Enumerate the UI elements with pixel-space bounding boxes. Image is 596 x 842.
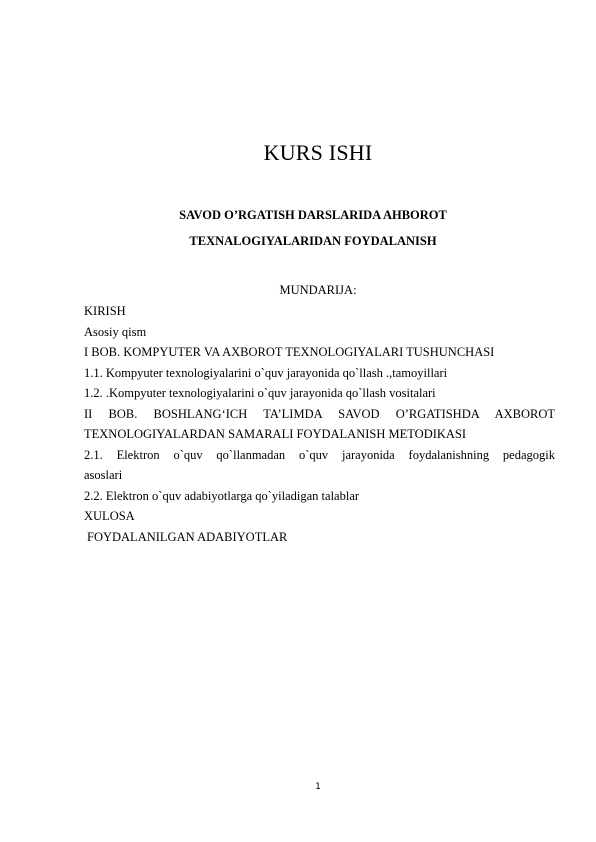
toc-heading: MUNDARIJA: xyxy=(279,283,357,297)
toc-item-references: FOYDALANILGAN ADABIYOTLAR xyxy=(87,529,288,544)
toc-item-asosiy-qism: Asosiy qism xyxy=(84,324,147,339)
toc-item-section-2-2: 2.2. Elektron o`quv adabiyotlarga qo`yiladigan talablar xyxy=(84,488,360,503)
toc-item-section-1-2: 1.2. .Kompyuter texnologiyalarini o`quv jarayonida qo`llash vositalari xyxy=(84,386,436,400)
toc-item-section-1-1: 1.1. Kompyuter texnologiyalarini o`quv jarayonida qo`llash .,tamoyillari xyxy=(84,365,448,380)
toc-item-section-2-1-line-1: 2.1. Elektron o`quv qo`llanmadan o`quv jarayonida foydalanishning pedagogik xyxy=(84,447,555,462)
toc-item-chapter-2-line-1: II BOB. BOSHLANG‘ICH TA’LIMDA SAVOD O’RGATISHDA AXBOROT xyxy=(84,406,555,421)
toc-item-chapter-2-line-2: TEXNOLOGIYALARDAN SAMARALI FOYDALANISH METODIKASI xyxy=(84,427,467,441)
subtitle-line-1: SAVOD O’RGATISH DARSLARIDA AHBOROT xyxy=(179,208,447,222)
toc-item-section-2-1-line-2: asoslari xyxy=(84,468,123,482)
table-of-contents xyxy=(84,301,555,547)
toc-item-xulosa: XULOSA xyxy=(84,509,135,523)
toc-item-chapter-1: I BOB. KOMPYUTER VA AXBOROT TEXNOLOGIYALARI TUSHUNCHASI xyxy=(84,345,495,359)
document-title: KURS ISHI xyxy=(263,140,373,165)
page-number: 1 xyxy=(315,782,321,792)
toc-item-kirish: KIRISH xyxy=(84,304,126,318)
subtitle-line-2: TEXNALOGIYALARIDAN FOYDALANISH xyxy=(189,234,437,248)
